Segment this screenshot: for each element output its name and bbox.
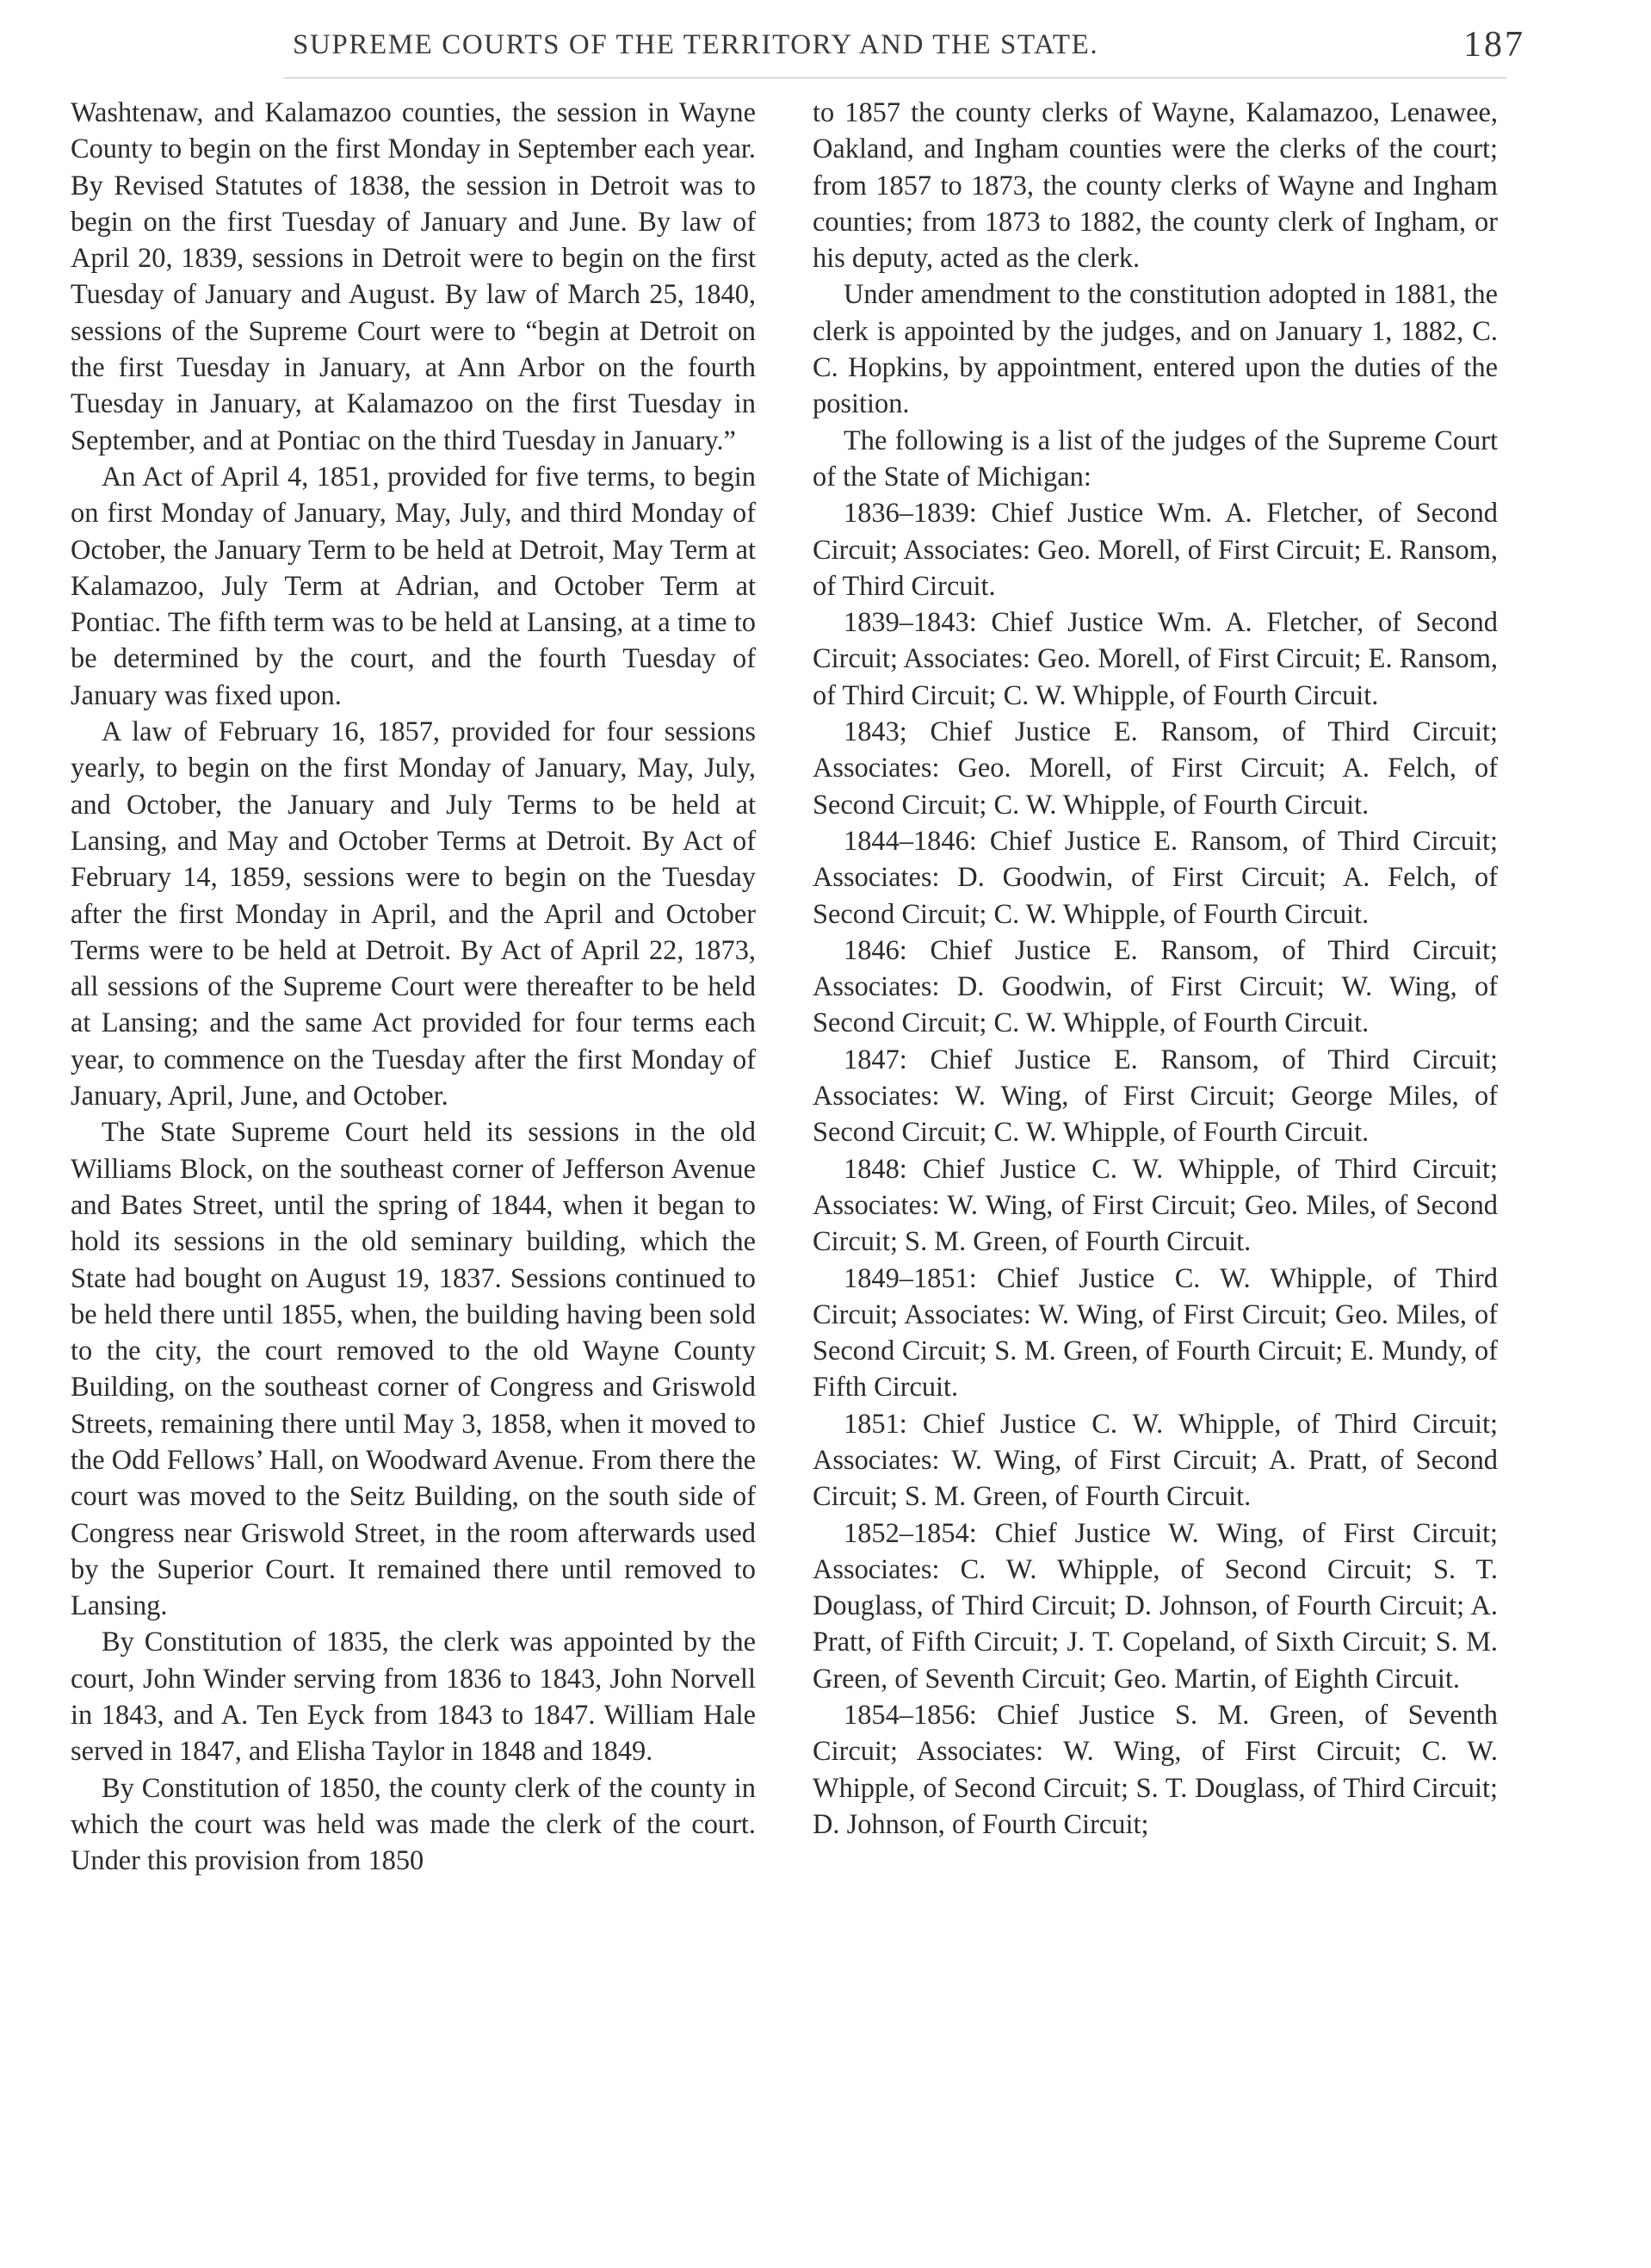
page-number: 187 xyxy=(1463,25,1525,65)
paragraph: By Constitution of 1835, the clerk was appointed by the court, John Winder serving from 1836 to 1843, John Norvell in 1843, and A. Ten Eyck from 1843 to 1847. William Hale served in 1847, and Elisha Taylor in 1848 and 1849. xyxy=(71,1627,756,1768)
header-rule xyxy=(284,77,1506,78)
judges-entry: 1848: Chief Justice C. W. Whipple, of Third Circuit; Associates: W. Wing, of First Circuit; Geo. Miles, of Second Circuit; S. M. Green, of Fourth Circuit. xyxy=(813,1153,1498,1258)
judges-entry: 1849–1851: Chief Justice C. W. Whipple, of Third Circuit; Associates: W. Wing, of First Circuit; Geo. Miles, of Second Circuit; S. M. Green, of Fourth Circuit; E. Mundy, of Fifth Circuit. xyxy=(813,1262,1498,1404)
judges-entry: 1839–1843: Chief Justice Wm. A. Fletcher, of Second Circuit; Associates: Geo. Morell, of First Circuit; E. Ransom, of Third Circuit; C. W. Whipple, of Fourth Circuit. xyxy=(813,607,1498,711)
judges-entry: 1852–1854: Chief Justice W. Wing, of First Circuit; Associates: C. W. Whipple, of Second Circuit; S. T. Douglass, of Third Circuit; D. Johnson, of Fourth Circuit; A. Pratt, of Fifth Circuit; J. T. Copeland, of Sixth Circuit; S. M. Green, of Seventh Circuit; Geo. Martin, of Eighth Circuit. xyxy=(813,1517,1498,1695)
paragraph: Under amendment to the constitution adopted in 1881, the clerk is appointed by the judges, and on January 1, 1882, C. C. Hopkins, by appointment, entered upon the duties of the position. xyxy=(813,279,1498,420)
left-column xyxy=(71,95,756,1880)
page-header xyxy=(0,24,1651,76)
paragraph: An Act of April 4, 1851, provided for five terms, to begin on first Monday of January, May, July, and third Monday of October, the January Term to be held at Detroit, May Term at Kalamazoo, July Term at Adrian, and October Term at Pontiac. The fifth term was to be held at Lansing, at a time to be determined by the court, and the fourth Tuesday of January was fixed upon. xyxy=(71,461,756,711)
judges-entry: 1851: Chief Justice C. W. Whipple, of Third Circuit; Associates: W. Wing, of First Circuit; A. Pratt, of Second Circuit; S. M. Green, of Fourth Circuit. xyxy=(813,1408,1498,1513)
paragraph: Washtenaw, and Kalamazoo counties, the session in Wayne County to begin on the first Monday in September each year. By Revised Statutes of 1838, the session in Detroit was to begin on the first Tuesday of January and June. By law of April 20, 1839, sessions in Detroit were to begin on the first Tuesday of January and August. By law of March 25, 1840, sessions of the Supreme Court were to “begin at Detroit on the first Tuesday in January, at Ann Arbor on the fourth Tuesday in January, at Kalamazoo on the first Tuesday in September, and at Pontiac on the third Tuesday in January.” xyxy=(71,97,756,456)
paragraph: The following is a list of the judges of the Supreme Court of the State of Michigan: xyxy=(813,424,1498,493)
judges-entry: 1844–1846: Chief Justice E. Ransom, of Third Circuit; Associates: D. Goodwin, of First Circuit; A. Felch, of Second Circuit; C. W. Whipple, of Fourth Circuit. xyxy=(813,825,1498,930)
judges-entry: 1847: Chief Justice E. Ransom, of Third Circuit; Associates: W. Wing, of First Circuit; George Miles, of Second Circuit; C. W. Whipple, of Fourth Circuit. xyxy=(813,1044,1498,1149)
paragraph: The State Supreme Court held its sessions in the old Williams Block, on the southeast corner of Jefferson Avenue and Bates Street, until the spring of 1844, when it began to hold its sessions in the old seminary building, which the State had bought on August 19, 1837. Sessions continued to be held there until 1855, when, the building having been sold to the city, the court removed to the old Wayne County Building, on the southeast corner of Congress and Griswold Streets, remaining there until May 3, 1858, when it moved to the Odd Fellows’ Hall, on Woodward Avenue. From there the court was moved to the Seitz Building, on the south side of Congress near Griswold Street, in the room afterwards used by the Superior Court. It remained there until removed to Lansing. xyxy=(71,1117,756,1622)
running-title: SUPREME COURTS OF THE TERRITORY AND THE STATE. xyxy=(293,29,1099,60)
judges-entry: 1843; Chief Justice E. Ransom, of Third Circuit; Associates: Geo. Morell, of First Circuit; A. Felch, of Second Circuit; C. W. Whipple, of Fourth Circuit. xyxy=(813,716,1498,821)
paragraph: to 1857 the county clerks of Wayne, Kalamazoo, Lenawee, Oakland, and Ingham counties were the clerks of the court; from 1857 to 1873, the county clerks of Wayne and Ingham counties; from 1873 to 1882, the county clerk of Ingham, or his deputy, acted as the clerk. xyxy=(813,97,1498,275)
paragraph: A law of February 16, 1857, provided for four sessions yearly, to begin on the first Monday of January, May, July, and October, the January and July Terms to be held at Lansing, and May and October Terms at Detroit. By Act of February 14, 1859, sessions were to begin on the Tuesday after the first Monday in April, and the April and October Terms were to be held at Detroit. By Act of April 22, 1873, all sessions of the Supreme Court were thereafter to be held at Lansing; and the same Act provided for four terms each year, to commence on the Tuesday after the first Monday of January, April, June, and October. xyxy=(71,716,756,1112)
paragraph: By Constitution of 1850, the county clerk of the county in which the court was held was made the clerk of the court. Under this provision from 1850 xyxy=(71,1772,756,1877)
judges-entry: 1846: Chief Justice E. Ransom, of Third Circuit; Associates: D. Goodwin, of First Circuit; W. Wing, of Second Circuit; C. W. Whipple, of Fourth Circuit. xyxy=(813,934,1498,1039)
judges-entry: 1854–1856: Chief Justice S. M. Green, of Seventh Circuit; Associates: W. Wing, of First Circuit; C. W. Whipple, of Second Circuit; S. T. Douglass, of Third Circuit; D. Johnson, of Fourth Circuit; xyxy=(813,1700,1498,1840)
right-column xyxy=(813,95,1498,1843)
judges-entry: 1836–1839: Chief Justice Wm. A. Fletcher, of Second Circuit; Associates: Geo. Morell, of First Circuit; E. Ransom, of Third Circuit. xyxy=(813,498,1498,602)
